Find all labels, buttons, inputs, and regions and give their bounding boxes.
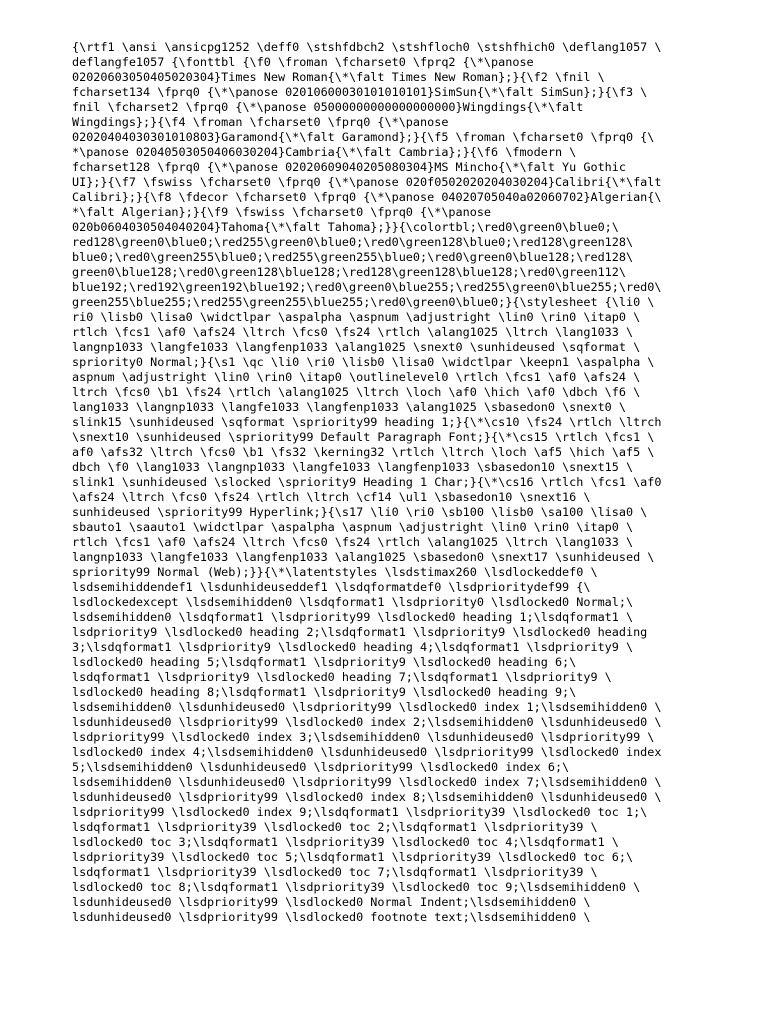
text-line: rtlch \fcs1 \af0 \afs24 \ltrch \fcs0 \fs24 \rtlch \alang1025 \ltrch \lang1033 \ xyxy=(72,535,634,549)
text-line: lsdpriority99 \lsdlocked0 index 3;\lsdsemihidden0 \lsdunhideused0 \lsdpriority99 \ xyxy=(72,730,655,744)
text-line: slink1 \sunhideused \slocked \spriority9 Heading 1 Char;}{\*\cs16 \rtlch \fcs1 \af0 xyxy=(72,475,662,489)
text-line: lsdlocked0 heading 5;\lsdqformat1 \lsdpriority9 \lsdlocked0 heading 6;\ xyxy=(72,655,577,669)
text-line: green255\blue255;\red255\green255\blue255;\red0\green0\blue0;}{\stylesheet {\li0 \ xyxy=(72,295,655,309)
text-line: langnp1033 \langfe1033 \langfenp1033 \alang1025 \sbasedon0 \snext17 \sunhideused \ xyxy=(72,550,655,564)
text-line: ltrch \fcs0 \b1 \fs24 \rtlch \alang1025 \ltrch \loch \af0 \hich \af0 \dbch \f6 \ xyxy=(72,385,641,399)
text-line: {\rtf1 \ansi \ansicpg1252 \deff0 \stshfdbch2 \stshfloch0 \stshfhich0 \deflang1057 \ xyxy=(72,40,662,54)
text-line: lang1033 \langnp1033 \langfe1033 \langfenp1033 \alang1025 \sbasedon0 \snext0 \ xyxy=(72,400,626,414)
text-line: red128\green0\blue0;\red255\green0\blue0;\red0\green128\blue0;\red128\green128\ xyxy=(72,235,634,249)
text-line: ri0 \lisb0 \lisa0 \widctlpar \aspalpha \aspnum \adjustright \lin0 \rin0 \itap0 \ xyxy=(72,310,641,324)
text-line: lsdsemihidden0 \lsdqformat1 \lsdpriority99 \lsdlocked0 heading 1;\lsdqformat1 \ xyxy=(72,610,634,624)
text-line: lsdqformat1 \lsdpriority39 \lsdlocked0 toc 2;\lsdqformat1 \lsdpriority39 \ xyxy=(72,820,598,834)
text-line: langnp1033 \langfe1033 \langfenp1033 \alang1025 \snext0 \sunhideused \sqformat \ xyxy=(72,340,641,354)
text-line: fcharset128 \fprq0 {\*\panose 02020609040205080304}MS Mincho{\*\falt Yu Gothic xyxy=(72,160,626,174)
text-line: rtlch \fcs1 \af0 \afs24 \ltrch \fcs0 \fs24 \rtlch \alang1025 \ltrch \lang1033 \ xyxy=(72,325,634,339)
text-line: fnil \fcharset2 \fprq0 {\*\panose 05000000000000000000}Wingdings{\*\falt xyxy=(72,100,584,114)
text-line: sunhideused \spriority99 Hyperlink;}{\s17 \li0 \ri0 \sb100 \lisb0 \sa100 \lisa0 \ xyxy=(72,505,648,519)
text-line: 3;\lsdqformat1 \lsdpriority9 \lsdlocked0 heading 4;\lsdqformat1 \lsdpriority9 \ xyxy=(72,640,634,654)
text-line: lsdlocked0 toc 8;\lsdqformat1 \lsdpriority39 \lsdlocked0 toc 9;\lsdsemihidden0 \ xyxy=(72,880,641,894)
text-line: \snext10 \sunhideused \spriority99 Default Paragraph Font;}{\*\cs15 \rtlch \fcs1 \ xyxy=(72,430,655,444)
text-line: spriority0 Normal;}{\s1 \qc \li0 \ri0 \lisb0 \lisa0 \widctlpar \keepn1 \aspalpha \ xyxy=(72,355,655,369)
text-line: blue192;\red192\green192\blue192;\red0\green0\blue255;\red255\green0\blue255;\red0\ xyxy=(72,280,662,294)
text-line: lsdlocked0 heading 8;\lsdqformat1 \lsdpriority9 \lsdlocked0 heading 9;\ xyxy=(72,685,577,699)
text-line: dbch \f0 \lang1033 \langnp1033 \langfe1033 \langfenp1033 \sbasedon10 \snext15 \ xyxy=(72,460,634,474)
text-line: 5;\lsdsemihidden0 \lsdunhideused0 \lsdpriority99 \lsdlocked0 index 6;\ xyxy=(72,760,570,774)
text-line: lsdunhideused0 \lsdpriority99 \lsdlocked0 index 8;\lsdsemihidden0 \lsdunhideused0 \ xyxy=(72,790,662,804)
text-line: spriority99 Normal (Web);}}{\*\latentstyles \lsdstimax260 \lsdlockeddef0 \ xyxy=(72,565,598,579)
text-line: 020b0604030504040204}Tahoma{\*\falt Tahoma};}}{\colortbl;\red0\green0\blue0;\ xyxy=(72,220,619,234)
text-line: fcharset134 \fprq0 {\*\panose 02010600030101010101}SimSun{\*\falt SimSun};}{\f3 \ xyxy=(72,85,648,99)
text-line: lsdlocked0 index 4;\lsdsemihidden0 \lsdunhideused0 \lsdpriority99 \lsdlocked0 index xyxy=(72,745,662,759)
text-line: slink15 \sunhideused \sqformat \spriority99 heading 1;}{\*\cs10 \fs24 \rtlch \ltrch xyxy=(72,415,662,429)
text-line: lsdlockedexcept \lsdsemihidden0 \lsdqformat1 \lsdpriority0 \lsdlocked0 Normal;\ xyxy=(72,595,634,609)
text-line: *\falt Algerian};}{\f9 \fswiss \fcharset0 \fprq0 {\*\panose xyxy=(72,205,492,219)
text-line: 02020404030301010803}Garamond{\*\falt Garamond};}{\f5 \froman \fcharset0 \fprq0 {\ xyxy=(72,130,655,144)
text-line: lsdunhideused0 \lsdpriority99 \lsdlocked0 index 2;\lsdsemihidden0 \lsdunhideused0 \ xyxy=(72,715,662,729)
text-line: UI};}{\f7 \fswiss \fcharset0 \fprq0 {\*\panose 020f0502020204030204}Calibri{\*\falt xyxy=(72,175,662,189)
text-line: 02020603050405020304}Times New Roman{\*\falt Times New Roman};}{\f2 \fnil \ xyxy=(72,70,605,84)
text-line: blue0;\red0\green255\blue0;\red255\green255\blue0;\red0\green0\blue128;\red128\ xyxy=(72,250,634,264)
document-body xyxy=(72,40,712,925)
text-line: *\panose 02040503050406030204}Cambria{\*\falt Cambria};}{\f6 \fmodern \ xyxy=(72,145,577,159)
text-line: af0 \afs32 \ltrch \fcs0 \b1 \fs32 \kerning32 \rtlch \ltrch \loch \af5 \hich \af5 \ xyxy=(72,445,655,459)
text-line: deflangfe1057 {\fonttbl {\f0 \froman \fcharset0 \fprq2 {\*\panose xyxy=(72,55,534,69)
text-line: Calibri};}{\f8 \fdecor \fcharset0 \fprq0 {\*\panose 04020705040a02060702}Algerian{\ xyxy=(72,190,662,204)
text-line: lsdpriority99 \lsdlocked0 index 9;\lsdqformat1 \lsdpriority39 \lsdlocked0 toc 1;\ xyxy=(72,805,648,819)
text-line: sbauto1 \saauto1 \widctlpar \aspalpha \aspnum \adjustright \lin0 \rin0 \itap0 \ xyxy=(72,520,634,534)
text-line: lsdsemihidden0 \lsdunhideused0 \lsdpriority99 \lsdlocked0 index 7;\lsdsemihidden0 \ xyxy=(72,775,662,789)
text-line: aspnum \adjustright \lin0 \rin0 \itap0 \outlinelevel0 \rtlch \fcs1 \af0 \afs24 \ xyxy=(72,370,641,384)
text-line: lsdpriority39 \lsdlocked0 toc 5;\lsdqformat1 \lsdpriority39 \lsdlocked0 toc 6;\ xyxy=(72,850,634,864)
text-line: lsdsemihiddendef1 \lsdunhideuseddef1 \lsdqformatdef0 \lsdprioritydef99 {\ xyxy=(72,580,591,594)
text-line: lsdpriority9 \lsdlocked0 heading 2;\lsdqformat1 \lsdpriority9 \lsdlocked0 heading xyxy=(72,625,648,639)
text-line: \afs24 \ltrch \fcs0 \fs24 \rtlch \ltrch \cf14 \ul1 \sbasedon10 \snext16 \ xyxy=(72,490,591,504)
text-line: lsdqformat1 \lsdpriority39 \lsdlocked0 toc 7;\lsdqformat1 \lsdpriority39 \ xyxy=(72,865,598,879)
text-line: lsdunhideused0 \lsdpriority99 \lsdlocked0 Normal Indent;\lsdsemihidden0 \ xyxy=(72,895,591,909)
text-line: lsdlocked0 toc 3;\lsdqformat1 \lsdpriority39 \lsdlocked0 toc 4;\lsdqformat1 \ xyxy=(72,835,619,849)
text-line: green0\blue128;\red0\green128\blue128;\red128\green128\blue128;\red0\green112\ xyxy=(72,265,626,279)
text-line: lsdsemihidden0 \lsdunhideused0 \lsdpriority99 \lsdlocked0 index 1;\lsdsemihidden0 \ xyxy=(72,700,662,714)
text-line: Wingdings};}{\f4 \froman \fcharset0 \fprq0 {\*\panose xyxy=(72,115,449,129)
text-line: lsdunhideused0 \lsdpriority99 \lsdlocked0 footnote text;\lsdsemihidden0 \ xyxy=(72,910,591,924)
text-line: lsdqformat1 \lsdpriority9 \lsdlocked0 heading 7;\lsdqformat1 \lsdpriority9 \ xyxy=(72,670,612,684)
